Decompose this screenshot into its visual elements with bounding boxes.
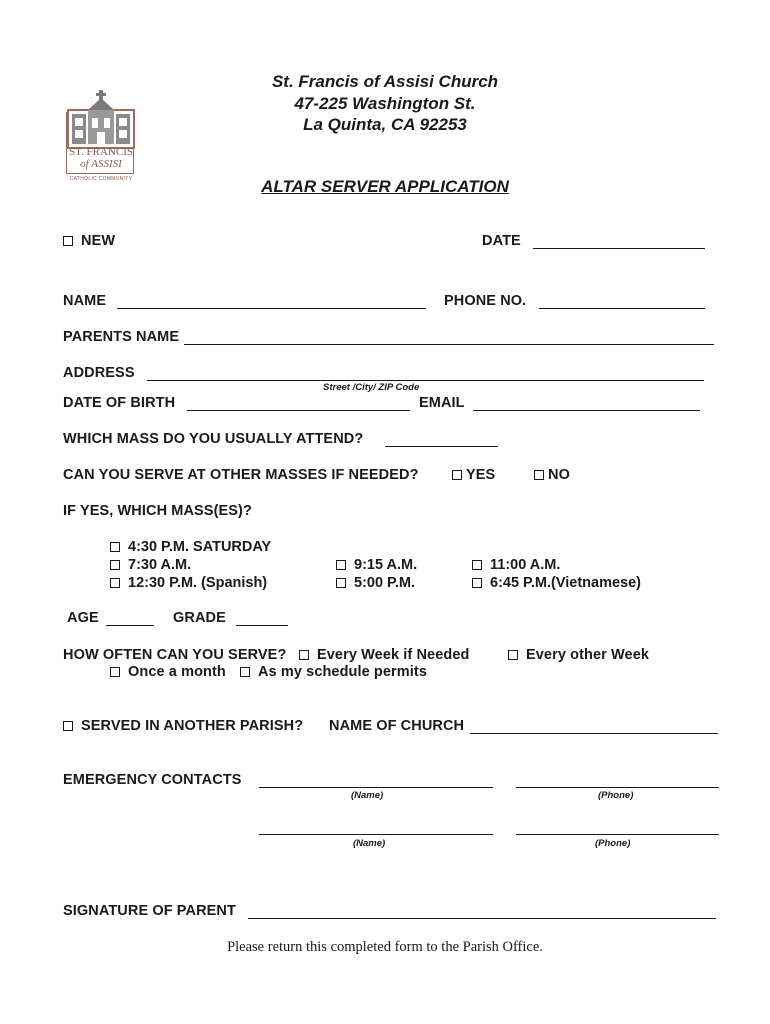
- emergency-phone-field-2[interactable]: [516, 834, 719, 835]
- age-field[interactable]: [106, 625, 154, 626]
- mass-option[interactable]: 4:30 P.M. SATURDAY: [110, 538, 271, 556]
- emergency-phone-hint-2: (Phone): [595, 838, 631, 849]
- name-of-church-label: NAME OF CHURCH: [329, 718, 465, 734]
- mass-checkbox[interactable]: [336, 578, 346, 588]
- emergency-name-field-2[interactable]: [259, 834, 493, 835]
- mass-column-3: [472, 556, 641, 592]
- logo-name-line2: of ASSISI: [80, 158, 122, 170]
- address-label: ADDRESS: [63, 365, 135, 381]
- yes-checkbox[interactable]: [452, 470, 462, 480]
- mass-checkbox[interactable]: [110, 542, 120, 552]
- emergency-phone-field-1[interactable]: [516, 787, 719, 788]
- name-label: NAME: [63, 293, 107, 309]
- dob-field[interactable]: [187, 410, 410, 411]
- mass-checkbox[interactable]: [110, 578, 120, 588]
- mass-option[interactable]: 12:30 P.M. (Spanish): [110, 574, 271, 592]
- mass-option[interactable]: 11:00 A.M.: [472, 556, 641, 574]
- phone-label: PHONE NO.: [444, 293, 527, 309]
- mass-option[interactable]: 6:45 P.M.(Vietnamese): [472, 574, 641, 592]
- mass-checkbox[interactable]: [472, 578, 482, 588]
- emergency-name-hint-1: (Name): [351, 790, 384, 801]
- how-often-label: HOW OFTEN CAN YOU SERVE?: [63, 647, 287, 663]
- once-month-option[interactable]: Once a month: [110, 664, 226, 680]
- emergency-contacts-label: EMERGENCY CONTACTS: [63, 772, 242, 788]
- date-label: DATE: [482, 233, 521, 249]
- mass-option[interactable]: 7:30 A.M.: [110, 556, 271, 574]
- age-label: AGE: [67, 610, 99, 626]
- which-mass-label: WHICH MASS DO YOU USUALLY ATTEND?: [63, 431, 364, 447]
- emergency-phone-hint-1: (Phone): [598, 790, 634, 801]
- address-hint: Street /City/ ZIP Code: [323, 382, 420, 393]
- yes-label: YES: [466, 467, 496, 483]
- email-label: EMAIL: [419, 395, 465, 411]
- every-other-week-option[interactable]: Every other Week: [508, 647, 649, 663]
- yes-option[interactable]: [452, 467, 495, 483]
- no-checkbox[interactable]: [534, 470, 544, 480]
- no-label: NO: [548, 467, 570, 483]
- address-field[interactable]: [147, 380, 704, 381]
- church-name: St. Francis of Assisi Church: [271, 72, 499, 91]
- return-instructions: Please return this completed form to the Parish Office.: [227, 939, 543, 955]
- logo-tagline: CATHOLIC COMMUNITY: [69, 176, 133, 182]
- mass-option[interactable]: 5:00 P.M.: [336, 574, 417, 592]
- mass-checkbox[interactable]: [336, 560, 346, 570]
- mass-column-2: [336, 556, 417, 592]
- new-label: NEW: [81, 233, 116, 249]
- which-mass-field[interactable]: [385, 446, 498, 447]
- date-field[interactable]: [533, 248, 705, 249]
- form-title: ALTAR SERVER APPLICATION: [261, 177, 509, 196]
- signature-field[interactable]: [248, 918, 716, 919]
- email-field[interactable]: [473, 410, 700, 411]
- served-other-option[interactable]: SERVED IN ANOTHER PARISH?: [63, 718, 303, 734]
- parents-name-label: PARENTS NAME: [63, 329, 180, 345]
- emergency-name-field-1[interactable]: [259, 787, 493, 788]
- other-masses-label: CAN YOU SERVE AT OTHER MASSES IF NEEDED?: [63, 467, 419, 483]
- emergency-name-hint-2: (Name): [353, 838, 386, 849]
- if-yes-label: IF YES, WHICH MASS(ES)?: [63, 503, 252, 519]
- grade-field[interactable]: [236, 625, 288, 626]
- once-month-checkbox[interactable]: [110, 667, 120, 677]
- no-option[interactable]: [534, 467, 570, 483]
- mass-checkbox[interactable]: [472, 560, 482, 570]
- every-week-option[interactable]: Every Week if Needed: [299, 647, 469, 663]
- grade-label: GRADE: [173, 610, 226, 626]
- mass-column-1: [110, 538, 271, 592]
- new-checkbox-row[interactable]: [63, 233, 115, 249]
- every-other-week-checkbox[interactable]: [508, 650, 518, 660]
- church-street: 47-225 Washington St.: [294, 94, 476, 113]
- as-permits-checkbox[interactable]: [240, 667, 250, 677]
- served-other-checkbox[interactable]: [63, 721, 73, 731]
- signature-label: SIGNATURE OF PARENT: [63, 903, 236, 919]
- every-week-checkbox[interactable]: [299, 650, 309, 660]
- church-city: La Quinta, CA 92253: [303, 115, 467, 134]
- mass-checkbox[interactable]: [110, 560, 120, 570]
- phone-field[interactable]: [539, 308, 705, 309]
- name-of-church-field[interactable]: [470, 733, 718, 734]
- as-permits-option[interactable]: As my schedule permits: [240, 664, 427, 680]
- mass-option[interactable]: 9:15 A.M.: [336, 556, 417, 574]
- dob-label: DATE OF BIRTH: [63, 395, 176, 411]
- new-checkbox[interactable]: [63, 236, 73, 246]
- name-field[interactable]: [117, 308, 426, 309]
- logo-name-line1: ST. FRANCIS: [69, 146, 133, 158]
- parents-name-field[interactable]: [184, 344, 714, 345]
